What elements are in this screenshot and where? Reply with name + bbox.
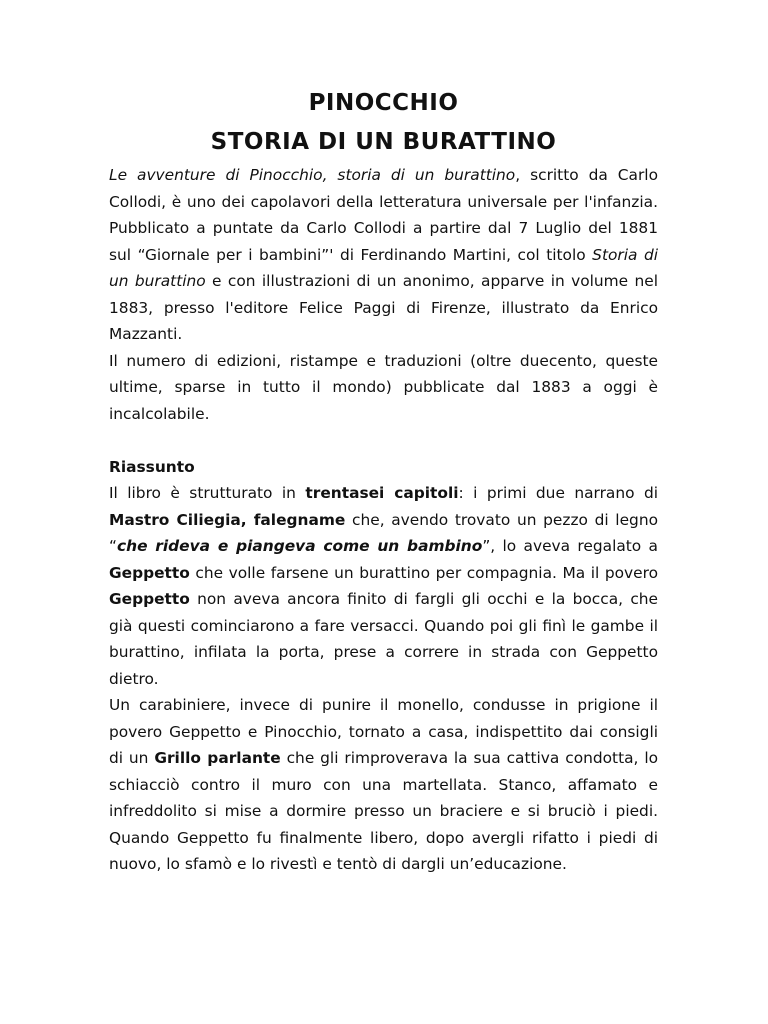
text-line: Mastro Ciliegia, falegname che, avendo trovato un pezzo di legno [109, 510, 658, 529]
summary-paragraph-1 [109, 480, 658, 692]
text-line: schiacciò contro il muro con una martellata. Stanco, affamato e [109, 775, 658, 794]
title-line-1: PINOCCHIO [308, 90, 459, 116]
text-line: Le avventure di Pinocchio, storia di un burattino, scritto da Carlo [109, 166, 658, 184]
intro-paragraph [109, 162, 658, 348]
text-line: burattino, infilata la porta, prese a correre in strada con Geppetto [109, 643, 658, 661]
text-line: Collodi, è uno dei capolavori della letteratura universale per l'infanzia. [109, 192, 658, 211]
text-line: nuovo, lo sfamò e lo rivestì e tentò di dargli un’educazione. [109, 855, 567, 873]
text-line: dietro. [109, 669, 159, 688]
text-line: Geppetto che volle farsene un burattino per compagnia. Ma il povero [109, 563, 658, 582]
text-line: incalcolabile. [109, 404, 210, 423]
text-line: un burattino e con illustrazioni di un anonimo, apparve in volume nel [109, 272, 659, 290]
text-line: Pubblicato a puntate da Carlo Collodi a partire dal 7 Luglio del 1881 [109, 219, 658, 237]
text-line: “che rideva e piangeva come un bambino”, lo aveva regalato a [109, 537, 658, 555]
text-line: Mazzanti. [109, 325, 183, 343]
title-line-2: STORIA DI UN BURATTINO [210, 129, 557, 155]
text-line: Quando Geppetto fu finalmente libero, dopo avergli rifatto i piedi di [109, 828, 658, 847]
text-line: di un Grillo parlante che gli rimproverava la sua cattiva condotta, lo [109, 749, 659, 767]
summary-heading: Riassunto [109, 457, 195, 476]
text-line: Il libro è strutturato in trentasei capitoli: i primi due narrano di [109, 484, 658, 502]
text-line: sul “Giornale per i bambini”' di Ferdinando Martini, col titolo Storia di [109, 245, 658, 264]
text-line: infreddolito si mise a dormire presso un braciere e si bruciò i piedi. [109, 802, 658, 820]
text-line: Geppetto non aveva ancora finito di fargli gli occhi e la bocca, che [109, 590, 658, 608]
text-line: Il numero di edizioni, ristampe e traduzioni (oltre duecento, queste [109, 351, 658, 370]
text-line: Un carabiniere, invece di punire il monello, condusse in prigione il [109, 696, 658, 714]
book-title-italic: Le avventure di Pinocchio, storia di un burattino [109, 166, 516, 184]
paragraph-gap [109, 427, 658, 454]
editions-paragraph [109, 348, 658, 428]
document-page [109, 84, 658, 878]
summary-paragraph-2 [109, 692, 658, 878]
text-line: già questi cominciarono a fare versacci. Quando poi gli finì le gambe il [109, 616, 658, 635]
text-line: ultime, sparse in tutto il mondo) pubblicate dal 1883 a oggi è [109, 378, 658, 396]
text-line: 1883, presso l'editore Felice Paggi di Firenze, illustrato da Enrico [109, 298, 658, 317]
text-line: povero Geppetto e Pinocchio, tornato a casa, indispettito dai consigli [109, 722, 658, 741]
